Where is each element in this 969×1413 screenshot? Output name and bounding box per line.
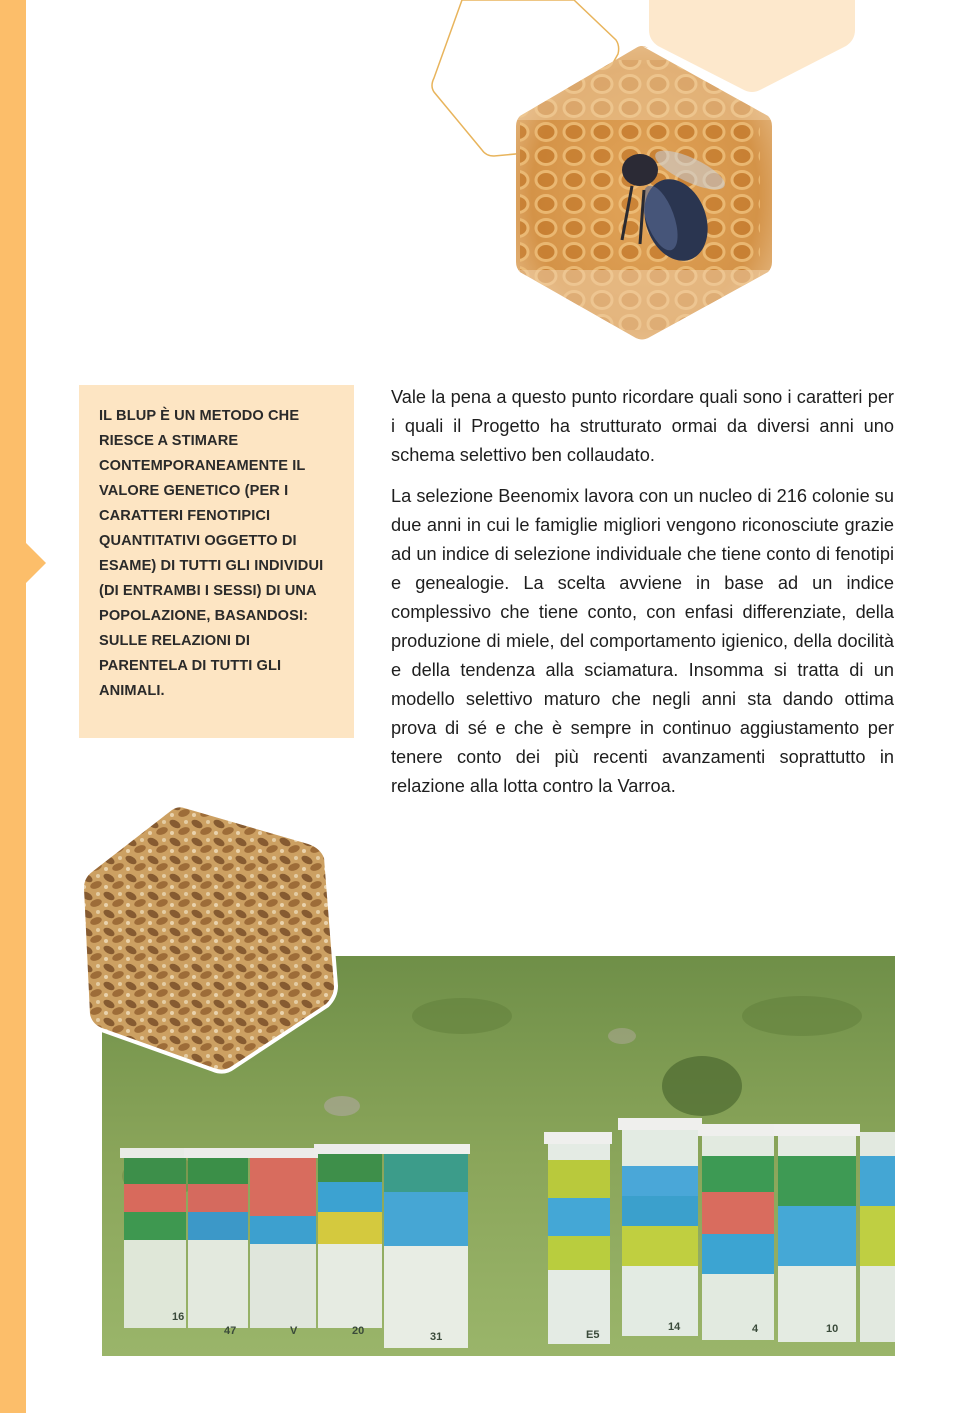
hive-number: 14 xyxy=(668,1321,681,1333)
body-text xyxy=(391,383,894,813)
hive-number: 20 xyxy=(352,1325,365,1337)
callout-text: IL BLUP È UN METODO CHE RIESCE A STIMARE CONTEMPORANEAMENTE IL VALORE GENETICO (PER I CARATTERI FENOTIPICI QUANTITATIVI OGGETTO DI ESAME) DI TUTTI GLI INDIVIDUI (DI ENTRAMBI I SESSI) DI UNA POPOLAZIONE, BASANDOSI: SULLE RELAZIONI DI PARENTELA DI TUTTI GLI ANIMALI. xyxy=(99,408,324,699)
hive-number: 47 xyxy=(224,1325,237,1337)
bees-on-frame-photo xyxy=(80,800,340,1075)
paragraph-2: La selezione Beenomix lavora con un nucleo di 216 colonie su due anni in cui le famiglie migliori vengono riconosciute grazie ad un indice di selezione individuale che tiene conto di fenotipi e genealogie. La scelta avviene in base ad un indice complessivo che tiene conto, con enfasi differenziate, della produzione di miele, del comportamento igienico, della docilità e della tendenza alla sciamatura. Insomma si tratta di un modello selettivo maturo che negli anni sta dando ottima prova di sé e che è sempre in continuo aggiustamento per tenere conto dei più recenti avanzamenti soprattutto in relazione alla lotta contro la Varroa. xyxy=(391,486,894,796)
hive-number: E5 xyxy=(586,1329,600,1341)
hive-number: 16 xyxy=(172,1311,185,1323)
top-decoration xyxy=(0,0,969,360)
hive-number: 10 xyxy=(826,1323,839,1335)
blup-callout-box xyxy=(79,385,354,738)
stripe-notch xyxy=(26,543,46,583)
paragraph-1: Vale la pena a questo punto ricordare quali sono i caratteri per i quali il Progetto ha strutturato ormai da diversi anni uno schema selettivo ben collaudato. xyxy=(391,387,894,465)
hive-number: 4 xyxy=(752,1323,759,1335)
hive-group-right xyxy=(544,1118,895,1344)
hive-number: 31 xyxy=(430,1331,443,1343)
hive-number: V xyxy=(290,1325,298,1337)
